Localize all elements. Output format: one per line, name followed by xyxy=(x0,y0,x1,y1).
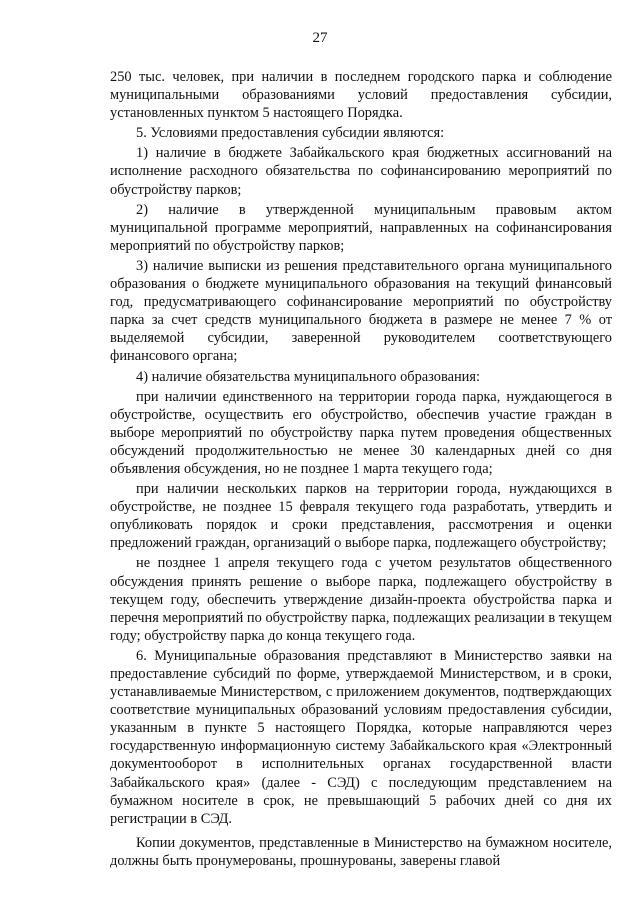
paragraph-subitem-2: 2) наличие в утвержденной муниципальным правовым актом муниципальной программе мероприятий, направленных на софинансирования мероприятий по обустройству парков; xyxy=(110,201,612,254)
paragraph-subitem-3: 3) наличие выписки из решения представительного органа муниципального образования о бюджете муниципального образования на текущий финансовый год, предусматривающего софинансирование мероприятий по обустройству парка за счет средств муниципального бюджета в размере не менее 7 % от выделяемой субсидии, заверенной руководителем соответствующего финансового органа; xyxy=(110,257,612,365)
paragraph-item-6: 6. Муниципальные образования представляют в Министерство заявки на предоставление субсидий по форме, утверждаемой Министерством, и в сроки, устанавливаемые Министерством, с приложением документов, подтверждающих соответствие муниципальных образований условиям предоставления субсидии, указанным в пункте 5 настоящего Порядка, которые направляются через государственную информационную систему Забайкальского края «Электронный документооборот в исполнительных органах государственной власти Забайкальского края» (далее - СЭД) с последующим представлением на бумажном носителе в срок, не превышающий 5 рабочих дней со дня их регистрации в СЭД. xyxy=(110,647,612,827)
paragraph-several-parks: при наличии нескольких парков на территории города, нуждающихся в обустройстве, не позднее 15 февраля текущего года разработать, утвердить и опубликовать порядок и сроки представления, рассмотрения и оценки предложений граждан, организаций о выборе парка, подлежащего обустройству; xyxy=(110,481,612,552)
document-body xyxy=(110,68,612,872)
paragraph-item-5: 5. Условиями предоставления субсидии являются: xyxy=(136,125,445,142)
page-number: 27 xyxy=(312,30,328,46)
paragraph-subitem-1: 1) наличие в бюджете Забайкальского края бюджетных ассигнований на исполнение расходного обязательства по софинансированию мероприятий по обустройству парков; xyxy=(110,145,612,198)
paragraph-single-park: при наличии единственного на территории города парка, нуждающегося в обустройстве, осуществить его обустройство, обеспечив участие граждан в выборе мероприятий по обустройству парка путем проведения общественных обсуждений продолжительностью не менее 30 календарных дней со дня объявления обсуждения, но не позднее 1 марта текущего года; xyxy=(110,388,612,477)
paragraph-continuation: 250 тыс. человек, при наличии в последнем городского парка и соблюдение муниципальными образованиями условий предоставления субсидии, установленных пунктом 5 настоящего Порядка. xyxy=(110,69,612,122)
paragraph-copies: Копии документов, представленные в Министерство на бумажном носителе, должны быть пронумерованы, прошнурованы, заверены главой xyxy=(110,834,612,869)
paragraph-subitem-4: 4) наличие обязательства муниципального образования: xyxy=(136,368,480,385)
paragraph-april-deadline: не позднее 1 апреля текущего года с учетом результатов общественного обсуждения принять решение о выборе парка, подлежащего обустройству в текущем году, обеспечить утверждение дизайн-проекта обустройства парка и перечня мероприятий по обустройству парка, подлежащих реализации в текущем году; обустройству парка до конца текущего года. xyxy=(110,555,612,644)
